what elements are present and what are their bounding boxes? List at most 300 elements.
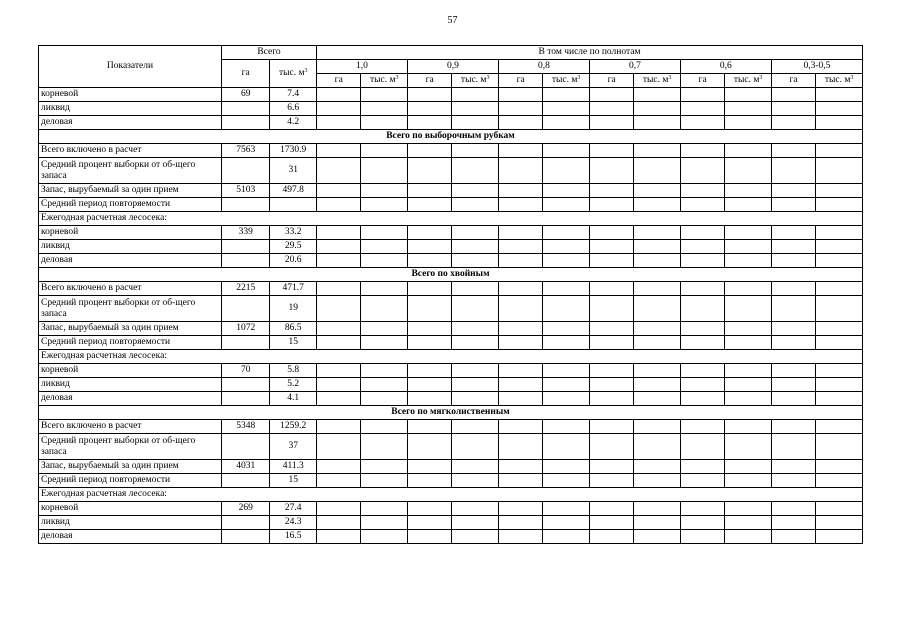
empty-cell bbox=[725, 198, 772, 212]
empty-cell bbox=[816, 434, 863, 460]
table-row bbox=[39, 392, 863, 406]
empty-cell bbox=[771, 474, 815, 488]
row-label: Ежегодная расчетная лесосека: bbox=[39, 212, 863, 226]
empty-cell bbox=[452, 240, 499, 254]
empty-cell bbox=[361, 364, 408, 378]
empty-cell bbox=[407, 88, 451, 102]
empty-cell bbox=[634, 392, 681, 406]
empty-cell bbox=[361, 116, 408, 130]
empty-cell bbox=[452, 116, 499, 130]
row-label: Средний процент выборки от об-щего запаса bbox=[39, 296, 222, 322]
row-total-ha bbox=[221, 336, 270, 350]
section-row bbox=[39, 406, 863, 420]
empty-cell bbox=[725, 474, 772, 488]
header-total-volume bbox=[270, 60, 317, 88]
empty-cell bbox=[317, 254, 361, 268]
header-density-volume bbox=[543, 74, 590, 88]
row-label: ликвид bbox=[39, 102, 222, 116]
empty-cell bbox=[407, 116, 451, 130]
empty-cell bbox=[361, 392, 408, 406]
empty-cell bbox=[452, 502, 499, 516]
empty-cell bbox=[725, 530, 772, 544]
row-total-ha bbox=[221, 296, 270, 322]
empty-cell bbox=[452, 420, 499, 434]
row-total-ha bbox=[221, 254, 270, 268]
empty-cell bbox=[407, 336, 451, 350]
table-row bbox=[39, 198, 863, 212]
empty-cell bbox=[407, 530, 451, 544]
empty-cell bbox=[498, 158, 542, 184]
empty-cell bbox=[634, 378, 681, 392]
empty-cell bbox=[816, 460, 863, 474]
empty-cell bbox=[589, 116, 633, 130]
table-row bbox=[39, 102, 863, 116]
unit-label: тыс. м bbox=[642, 75, 669, 85]
empty-cell bbox=[317, 364, 361, 378]
empty-cell bbox=[634, 116, 681, 130]
page-number: 57 bbox=[447, 15, 458, 26]
empty-cell bbox=[634, 516, 681, 530]
empty-cell bbox=[634, 364, 681, 378]
empty-cell bbox=[771, 460, 815, 474]
empty-cell bbox=[771, 226, 815, 240]
empty-cell bbox=[452, 282, 499, 296]
row-label: Ежегодная расчетная лесосека: bbox=[39, 488, 863, 502]
empty-cell bbox=[407, 502, 451, 516]
empty-cell bbox=[407, 198, 451, 212]
empty-cell bbox=[680, 434, 724, 460]
header-density-ha: га bbox=[317, 74, 361, 88]
section-title: Всего по хвойным bbox=[39, 268, 863, 282]
header-density-ha: га bbox=[680, 74, 724, 88]
unit-exponent: 3 bbox=[486, 75, 490, 81]
table-row bbox=[39, 474, 863, 488]
empty-cell bbox=[725, 434, 772, 460]
empty-cell bbox=[452, 336, 499, 350]
section-row bbox=[39, 130, 863, 144]
empty-cell bbox=[543, 392, 590, 406]
empty-cell bbox=[725, 420, 772, 434]
table-row bbox=[39, 226, 863, 240]
header-density-5: 0,3-0,5 bbox=[771, 60, 862, 74]
empty-cell bbox=[361, 378, 408, 392]
header-density-2: 0,8 bbox=[498, 60, 589, 74]
empty-cell bbox=[407, 434, 451, 460]
row-total-volume: 7.4 bbox=[270, 88, 317, 102]
empty-cell bbox=[498, 502, 542, 516]
row-label: Всего включено в расчет bbox=[39, 282, 222, 296]
empty-cell bbox=[634, 336, 681, 350]
empty-cell bbox=[589, 184, 633, 198]
row-total-ha: 2215 bbox=[221, 282, 270, 296]
empty-cell bbox=[725, 144, 772, 158]
table-row bbox=[39, 240, 863, 254]
empty-cell bbox=[317, 502, 361, 516]
empty-cell bbox=[407, 392, 451, 406]
empty-cell bbox=[498, 116, 542, 130]
unit-exponent: 3 bbox=[395, 75, 399, 81]
row-total-volume: 411.3 bbox=[270, 460, 317, 474]
empty-cell bbox=[498, 184, 542, 198]
empty-cell bbox=[816, 198, 863, 212]
empty-cell bbox=[771, 198, 815, 212]
empty-cell bbox=[452, 88, 499, 102]
empty-cell bbox=[634, 322, 681, 336]
empty-cell bbox=[361, 530, 408, 544]
empty-cell bbox=[407, 322, 451, 336]
table-row bbox=[39, 460, 863, 474]
empty-cell bbox=[589, 530, 633, 544]
empty-cell bbox=[589, 296, 633, 322]
empty-cell bbox=[452, 226, 499, 240]
row-total-ha bbox=[221, 434, 270, 460]
empty-cell bbox=[407, 226, 451, 240]
empty-cell bbox=[680, 420, 724, 434]
empty-cell bbox=[407, 282, 451, 296]
unit-label: тыс. м bbox=[733, 75, 760, 85]
subheading-row bbox=[39, 488, 863, 502]
empty-cell bbox=[816, 378, 863, 392]
table-row bbox=[39, 336, 863, 350]
empty-cell bbox=[317, 392, 361, 406]
empty-cell bbox=[680, 378, 724, 392]
unit-label: тыс. м bbox=[824, 75, 851, 85]
empty-cell bbox=[816, 420, 863, 434]
empty-cell bbox=[589, 516, 633, 530]
row-total-ha bbox=[221, 158, 270, 184]
empty-cell bbox=[634, 460, 681, 474]
empty-cell bbox=[407, 102, 451, 116]
empty-cell bbox=[361, 254, 408, 268]
empty-cell bbox=[771, 102, 815, 116]
empty-cell bbox=[452, 434, 499, 460]
table-body bbox=[39, 88, 863, 544]
empty-cell bbox=[816, 116, 863, 130]
empty-cell bbox=[452, 198, 499, 212]
empty-cell bbox=[498, 88, 542, 102]
row-total-ha: 7563 bbox=[221, 144, 270, 158]
empty-cell bbox=[725, 240, 772, 254]
row-label: деловая bbox=[39, 530, 222, 544]
empty-cell bbox=[498, 434, 542, 460]
table-row bbox=[39, 420, 863, 434]
header-density-ha: га bbox=[407, 74, 451, 88]
empty-cell bbox=[680, 144, 724, 158]
empty-cell bbox=[543, 240, 590, 254]
header-density-3: 0,7 bbox=[589, 60, 680, 74]
empty-cell bbox=[816, 516, 863, 530]
empty-cell bbox=[680, 502, 724, 516]
empty-cell bbox=[771, 184, 815, 198]
empty-cell bbox=[407, 364, 451, 378]
empty-cell bbox=[543, 336, 590, 350]
row-total-ha: 339 bbox=[221, 226, 270, 240]
header-density-0: 1,0 bbox=[317, 60, 408, 74]
empty-cell bbox=[680, 516, 724, 530]
empty-cell bbox=[771, 144, 815, 158]
unit-exponent: 3 bbox=[304, 68, 308, 74]
empty-cell bbox=[317, 530, 361, 544]
row-total-ha: 5348 bbox=[221, 420, 270, 434]
empty-cell bbox=[680, 184, 724, 198]
header-density-volume bbox=[452, 74, 499, 88]
empty-cell bbox=[543, 144, 590, 158]
row-total-ha: 1072 bbox=[221, 322, 270, 336]
empty-cell bbox=[361, 240, 408, 254]
unit-label: тыс. м bbox=[460, 75, 487, 85]
empty-cell bbox=[725, 158, 772, 184]
row-total-volume: 4.1 bbox=[270, 392, 317, 406]
empty-cell bbox=[816, 502, 863, 516]
empty-cell bbox=[498, 378, 542, 392]
row-total-volume: 20.6 bbox=[270, 254, 317, 268]
empty-cell bbox=[543, 226, 590, 240]
empty-cell bbox=[680, 158, 724, 184]
empty-cell bbox=[317, 434, 361, 460]
empty-cell bbox=[725, 88, 772, 102]
row-total-ha bbox=[221, 516, 270, 530]
section-title: Всего по выборочным рубкам bbox=[39, 130, 863, 144]
empty-cell bbox=[452, 364, 499, 378]
empty-cell bbox=[816, 336, 863, 350]
row-total-ha bbox=[221, 116, 270, 130]
empty-cell bbox=[589, 474, 633, 488]
empty-cell bbox=[498, 530, 542, 544]
empty-cell bbox=[680, 336, 724, 350]
header-total: Всего bbox=[221, 46, 316, 60]
empty-cell bbox=[680, 282, 724, 296]
empty-cell bbox=[725, 322, 772, 336]
table-row bbox=[39, 88, 863, 102]
empty-cell bbox=[407, 158, 451, 184]
empty-cell bbox=[634, 184, 681, 198]
empty-cell bbox=[725, 226, 772, 240]
empty-cell bbox=[771, 502, 815, 516]
empty-cell bbox=[725, 336, 772, 350]
empty-cell bbox=[680, 226, 724, 240]
row-label: Ежегодная расчетная лесосека: bbox=[39, 350, 863, 364]
empty-cell bbox=[634, 434, 681, 460]
empty-cell bbox=[589, 502, 633, 516]
section-row bbox=[39, 268, 863, 282]
empty-cell bbox=[317, 378, 361, 392]
empty-cell bbox=[589, 378, 633, 392]
empty-cell bbox=[543, 530, 590, 544]
empty-cell bbox=[543, 460, 590, 474]
empty-cell bbox=[407, 516, 451, 530]
row-label: Запас, вырубаемый за один прием bbox=[39, 184, 222, 198]
row-label: Средний период повторяемости bbox=[39, 474, 222, 488]
unit-exponent: 3 bbox=[577, 75, 581, 81]
row-label: Средний период повторяемости bbox=[39, 198, 222, 212]
cutting-table bbox=[38, 45, 863, 544]
empty-cell bbox=[317, 144, 361, 158]
empty-cell bbox=[317, 420, 361, 434]
empty-cell bbox=[361, 434, 408, 460]
empty-cell bbox=[317, 116, 361, 130]
empty-cell bbox=[452, 392, 499, 406]
empty-cell bbox=[317, 226, 361, 240]
row-total-ha bbox=[221, 378, 270, 392]
empty-cell bbox=[634, 226, 681, 240]
empty-cell bbox=[634, 144, 681, 158]
empty-cell bbox=[317, 102, 361, 116]
unit-label: тыс. м bbox=[278, 68, 305, 78]
empty-cell bbox=[634, 198, 681, 212]
empty-cell bbox=[771, 254, 815, 268]
row-label: ликвид bbox=[39, 240, 222, 254]
empty-cell bbox=[317, 322, 361, 336]
empty-cell bbox=[634, 88, 681, 102]
header-density-ha: га bbox=[589, 74, 633, 88]
empty-cell bbox=[816, 530, 863, 544]
empty-cell bbox=[498, 460, 542, 474]
empty-cell bbox=[634, 240, 681, 254]
empty-cell bbox=[407, 378, 451, 392]
empty-cell bbox=[634, 158, 681, 184]
empty-cell bbox=[680, 322, 724, 336]
empty-cell bbox=[589, 198, 633, 212]
unit-label: тыс. м bbox=[369, 75, 396, 85]
empty-cell bbox=[452, 530, 499, 544]
empty-cell bbox=[407, 460, 451, 474]
row-label: Средний период повторяемости bbox=[39, 336, 222, 350]
empty-cell bbox=[771, 116, 815, 130]
row-label: корневой bbox=[39, 364, 222, 378]
subheading-row bbox=[39, 350, 863, 364]
empty-cell bbox=[498, 364, 542, 378]
empty-cell bbox=[361, 226, 408, 240]
empty-cell bbox=[452, 102, 499, 116]
empty-cell bbox=[725, 116, 772, 130]
table-row bbox=[39, 158, 863, 184]
empty-cell bbox=[317, 336, 361, 350]
row-total-volume: 6.6 bbox=[270, 102, 317, 116]
empty-cell bbox=[407, 184, 451, 198]
header-density-4: 0,6 bbox=[680, 60, 771, 74]
empty-cell bbox=[452, 144, 499, 158]
empty-cell bbox=[317, 88, 361, 102]
empty-cell bbox=[771, 378, 815, 392]
empty-cell bbox=[498, 474, 542, 488]
header-density-1: 0,9 bbox=[407, 60, 498, 74]
header-density-volume bbox=[725, 74, 772, 88]
row-label: корневой bbox=[39, 88, 222, 102]
empty-cell bbox=[725, 364, 772, 378]
empty-cell bbox=[317, 474, 361, 488]
empty-cell bbox=[680, 392, 724, 406]
empty-cell bbox=[543, 434, 590, 460]
empty-cell bbox=[498, 198, 542, 212]
row-total-volume: 29.5 bbox=[270, 240, 317, 254]
subheading-row bbox=[39, 212, 863, 226]
empty-cell bbox=[361, 474, 408, 488]
empty-cell bbox=[589, 88, 633, 102]
empty-cell bbox=[589, 420, 633, 434]
empty-cell bbox=[452, 254, 499, 268]
empty-cell bbox=[498, 322, 542, 336]
table-row bbox=[39, 184, 863, 198]
empty-cell bbox=[361, 296, 408, 322]
empty-cell bbox=[317, 460, 361, 474]
empty-cell bbox=[452, 184, 499, 198]
empty-cell bbox=[361, 144, 408, 158]
table-row bbox=[39, 282, 863, 296]
empty-cell bbox=[680, 460, 724, 474]
row-label: деловая bbox=[39, 254, 222, 268]
empty-cell bbox=[771, 322, 815, 336]
empty-cell bbox=[680, 240, 724, 254]
empty-cell bbox=[543, 420, 590, 434]
empty-cell bbox=[452, 322, 499, 336]
empty-cell bbox=[771, 88, 815, 102]
empty-cell bbox=[589, 336, 633, 350]
empty-cell bbox=[816, 296, 863, 322]
empty-cell bbox=[589, 226, 633, 240]
empty-cell bbox=[771, 420, 815, 434]
table-header bbox=[39, 46, 863, 88]
empty-cell bbox=[725, 392, 772, 406]
empty-cell bbox=[816, 254, 863, 268]
row-total-ha bbox=[221, 392, 270, 406]
empty-cell bbox=[498, 392, 542, 406]
empty-cell bbox=[361, 158, 408, 184]
empty-cell bbox=[361, 322, 408, 336]
row-total-volume: 5.8 bbox=[270, 364, 317, 378]
empty-cell bbox=[589, 364, 633, 378]
section-title: Всего по мягколиственным bbox=[39, 406, 863, 420]
row-label: Средний процент выборки от об-щего запаса bbox=[39, 434, 222, 460]
row-label: Запас, вырубаемый за один прием bbox=[39, 460, 222, 474]
empty-cell bbox=[407, 254, 451, 268]
empty-cell bbox=[634, 530, 681, 544]
row-total-volume: 1730.9 bbox=[270, 144, 317, 158]
header-density-ha: га bbox=[498, 74, 542, 88]
unit-exponent: 3 bbox=[759, 75, 763, 81]
empty-cell bbox=[816, 184, 863, 198]
empty-cell bbox=[407, 296, 451, 322]
empty-cell bbox=[407, 474, 451, 488]
empty-cell bbox=[543, 282, 590, 296]
empty-cell bbox=[680, 88, 724, 102]
empty-cell bbox=[725, 254, 772, 268]
empty-cell bbox=[452, 460, 499, 474]
empty-cell bbox=[361, 516, 408, 530]
empty-cell bbox=[498, 336, 542, 350]
row-label: ликвид bbox=[39, 516, 222, 530]
row-label: Запас, вырубаемый за один прием bbox=[39, 322, 222, 336]
empty-cell bbox=[543, 102, 590, 116]
row-total-volume bbox=[270, 198, 317, 212]
empty-cell bbox=[361, 282, 408, 296]
row-label: Средний процент выборки от об-щего запаса bbox=[39, 158, 222, 184]
empty-cell bbox=[407, 144, 451, 158]
row-total-ha: 269 bbox=[221, 502, 270, 516]
empty-cell bbox=[680, 116, 724, 130]
empty-cell bbox=[816, 474, 863, 488]
empty-cell bbox=[589, 102, 633, 116]
empty-cell bbox=[725, 282, 772, 296]
empty-cell bbox=[725, 296, 772, 322]
empty-cell bbox=[816, 88, 863, 102]
empty-cell bbox=[543, 378, 590, 392]
table-row bbox=[39, 434, 863, 460]
empty-cell bbox=[771, 296, 815, 322]
empty-cell bbox=[634, 296, 681, 322]
empty-cell bbox=[543, 474, 590, 488]
header-density-volume bbox=[361, 74, 408, 88]
row-total-volume: 471.7 bbox=[270, 282, 317, 296]
